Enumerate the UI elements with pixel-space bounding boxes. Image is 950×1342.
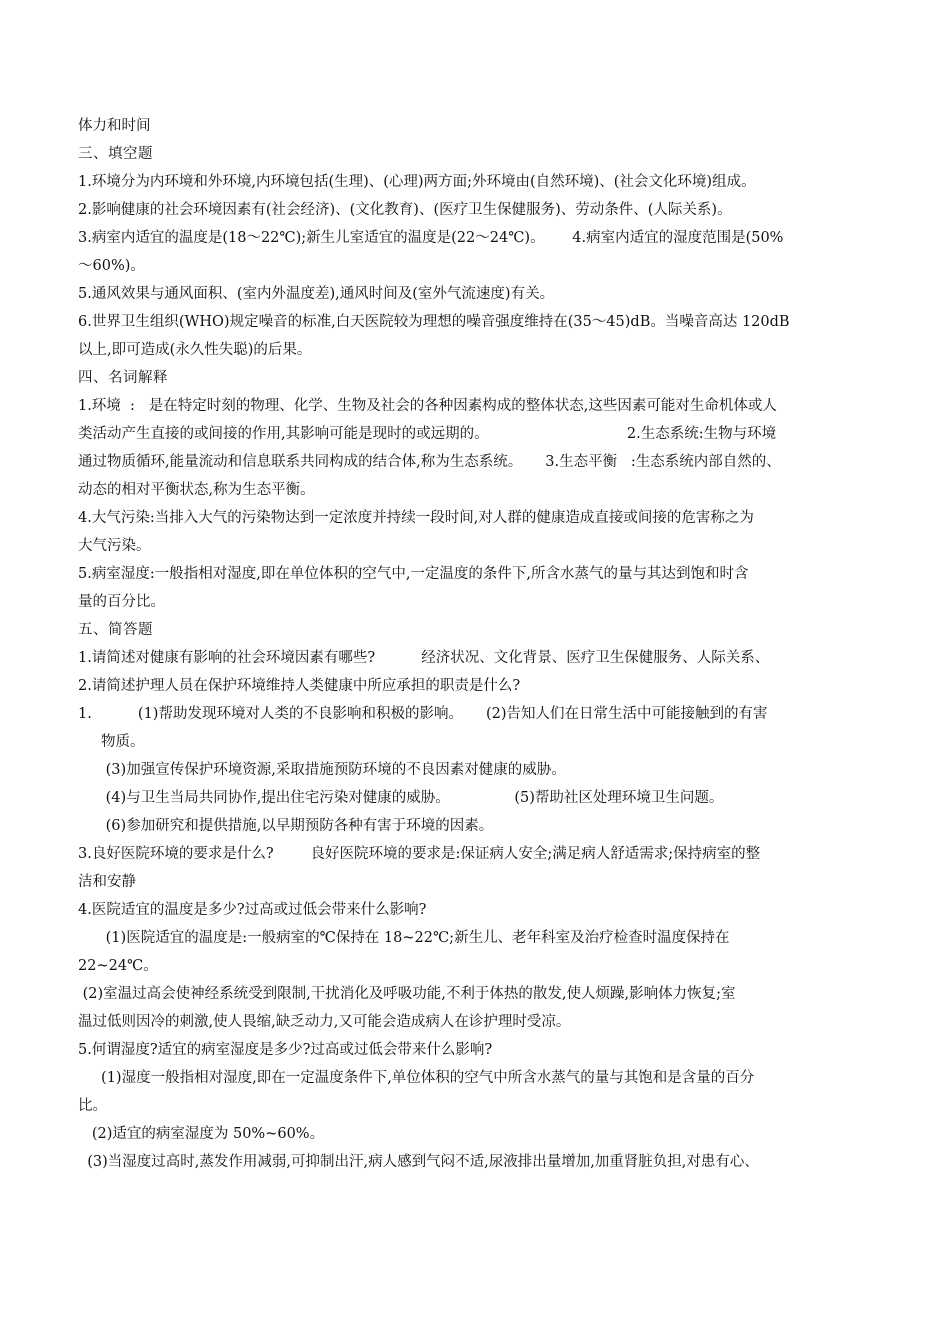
text-line: 通过物质循环,能量流动和信息联系共同构成的结合体,称为生态系统。 3.生态平衡 :生态系统内部自然的、 xyxy=(78,454,781,470)
document-page xyxy=(78,112,878,1176)
text-line: 2.请简述护理人员在保护环境维持人类健康中所应承担的职责是什么? xyxy=(78,678,521,694)
text-line: (1)医院适宜的温度是:一般病室的℃保持在 18~22℃;新生儿、老年科室及治疗检查时温度保持在 xyxy=(78,930,730,946)
text-line: 1.环境 : 是在特定时刻的物理、化学、生物及社会的各种因素构成的整体状态,这些因素可能对生命机体或人 xyxy=(78,398,777,414)
text-line: (2)适宜的病室湿度为 50%~60%。 xyxy=(78,1126,325,1142)
text-line: 4.医院适宜的温度是多少?过高或过低会带来什么影响? xyxy=(78,902,427,918)
text-line: 体力和时间 xyxy=(78,118,151,134)
text-line: 比。 xyxy=(78,1098,107,1114)
text-line: ～60%)。 xyxy=(78,258,145,274)
text-line: 类活动产生直接的或间接的作用,其影响可能是现时的或远期的。 2.生态系统:生物与环境 xyxy=(78,426,777,442)
text-line: 22~24℃。 xyxy=(78,958,158,974)
text-line: (4)与卫生当局共同协作,提出住宅污染对健康的威胁。 (5)帮助社区处理环境卫生问题。 xyxy=(78,790,724,806)
text-line: 5.何谓湿度?适宜的病室湿度是多少?过高或过低会带来什么影响? xyxy=(78,1042,493,1058)
text-line: 1. (1)帮助发现环境对人类的不良影响和积极的影响。 (2)告知人们在日常生活中可能接触到的有害 xyxy=(78,706,768,722)
text-line: 6.世界卫生组织(WHO)规定噪音的标准,白天医院较为理想的噪音强度维持在(35～45)dB。当噪音高达 120dB xyxy=(78,314,790,330)
text-line: 3.良好医院环境的要求是什么? 良好医院环境的要求是:保证病人安全;满足病人舒适需求;保持病室的整 xyxy=(78,846,761,862)
text-line: 温过低则因冷的刺激,使人畏缩,缺乏动力,又可能会造成病人在诊护理时受凉。 xyxy=(78,1014,571,1030)
section-heading-fill-in-blanks: 三、填空题 xyxy=(78,146,153,162)
text-line: (3)当湿度过高时,蒸发作用减弱,可抑制出汗,病人感到气闷不适,尿液排出量增加,加重肾脏负担,对患有心、 xyxy=(78,1154,759,1170)
text-line: 以上,即可造成(永久性失聪)的后果。 xyxy=(78,342,312,358)
text-line: 动态的相对平衡状态,称为生态平衡。 xyxy=(78,482,315,498)
text-line: 4.大气污染:当排入大气的污染物达到一定浓度并持续一段时间,对人群的健康造成直接或间接的危害称之为 xyxy=(78,510,754,526)
text-line: (6)参加研究和提供措施,以早期预防各种有害于环境的因素。 xyxy=(78,818,494,834)
text-line: 量的百分比。 xyxy=(78,594,165,610)
text-line: (2)室温过高会使神经系统受到限制,干扰消化及呼吸功能,不利于体热的散发,使人烦躁,影响体力恢复;室 xyxy=(78,986,736,1002)
text-line: 5.通风效果与通风面积、(室内外温度差),通风时间及(室外气流速度)有关。 xyxy=(78,286,555,302)
text-line: 2.影响健康的社会环境因素有(社会经济)、(文化教育)、(医疗卫生保健服务)、劳动条件、(人际关系)。 xyxy=(78,202,732,218)
text-line: (1)湿度一般指相对湿度,即在一定温度条件下,单位体积的空气中所含水蒸气的量与其饱和是含量的百分 xyxy=(78,1070,755,1086)
text-line: 3.病室内适宜的温度是(18～22℃);新生儿室适宜的温度是(22～24℃)。 4.病室内适宜的湿度范围是(50% xyxy=(78,230,784,246)
text-line: (3)加强宣传保护环境资源,采取措施预防环境的不良因素对健康的威胁。 xyxy=(78,762,566,778)
text-line: 洁和安静 xyxy=(78,874,136,890)
text-line: 物质。 xyxy=(78,734,145,750)
text-line: 5.病室湿度:一般指相对湿度,即在单位体积的空气中,一定温度的条件下,所含水蒸气的量与其达到饱和时含 xyxy=(78,566,749,582)
section-heading-terms: 四、名词解释 xyxy=(78,370,168,386)
text-line: 大气污染。 xyxy=(78,538,151,554)
text-line: 1.请简述对健康有影响的社会环境因素有哪些? 经济状况、文化背景、医疗卫生保健服务、人际关系、 xyxy=(78,650,770,666)
section-heading-short-answer: 五、简答题 xyxy=(78,622,153,638)
text-line: 1.环境分为内环境和外环境,内环境包括(生理)、(心理)两方面;外环境由(自然环境)、(社会文化环境)组成。 xyxy=(78,174,756,190)
